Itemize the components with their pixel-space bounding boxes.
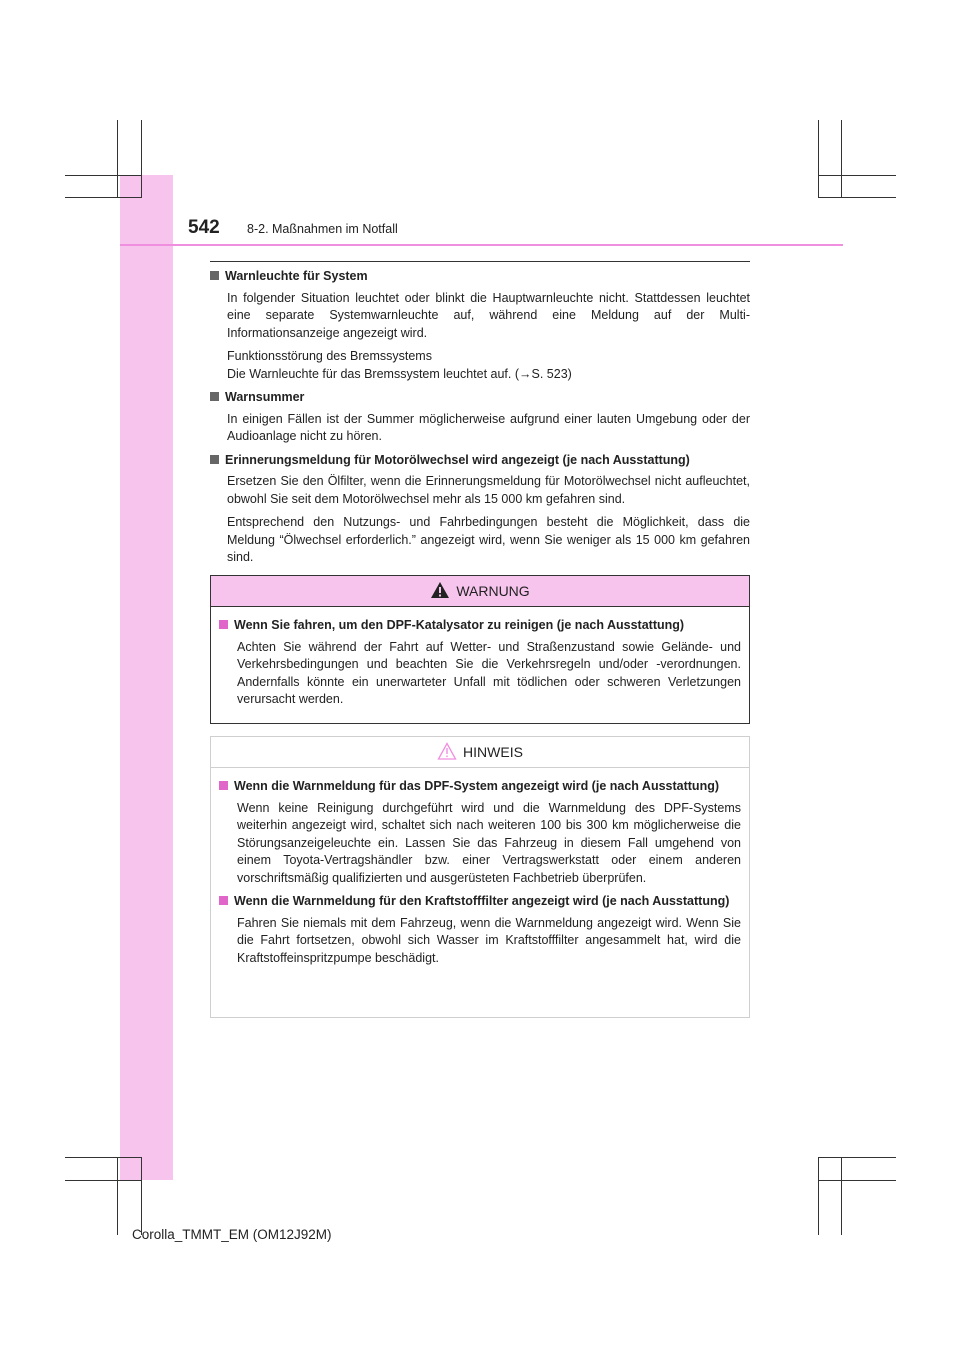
paragraph: Ersetzen Sie den Ölfilter, wenn die Erinnerungsmeldung für Motorölwechsel nicht aufleuchtet, obwohl Sie seit dem Motorölwechsel mehr als 15 000 km gefahren sind.	[227, 474, 750, 506]
warning-header	[211, 576, 749, 607]
content-top-rule	[210, 261, 750, 262]
section-warning-buzzer	[210, 389, 750, 446]
paragraph: Funktionsstörung des Bremssystems	[227, 349, 432, 363]
warning-body	[211, 607, 749, 709]
paragraph: Die Warnleuchte für das Bremssystem leuchtet auf. (→S. 523)	[227, 366, 572, 381]
section-oil-change-reminder	[210, 452, 750, 567]
section-title: Warnsummer	[225, 390, 305, 404]
square-bullet-icon	[219, 896, 228, 905]
footer-doc-id: Corolla_TMMT_EM (OM12J92M)	[132, 1227, 332, 1242]
paragraph: In einigen Fällen ist der Summer möglicherweise aufgrund einer lauten Umgebung oder der Audioanlage nicht zu hören.	[227, 411, 750, 443]
notice-item-text: Fahren Sie niemals mit dem Fahrzeug, wenn die Warnmeldung angezeigt wird. Wenn Sie die Fahrt fortsetzen, obwohl sich Wasser im Kraftstofffilter angesammelt hat, wird die Kraftstoffeinspritzpumpe beschädigt.	[237, 915, 741, 965]
notice-body	[211, 768, 749, 967]
section-system-warning-light	[210, 268, 750, 383]
square-bullet-icon	[210, 455, 219, 464]
square-bullet-icon	[219, 620, 228, 629]
square-bullet-icon	[219, 781, 228, 790]
warning-box	[210, 575, 750, 724]
main-content	[210, 268, 750, 573]
notice-label: HINWEIS	[463, 744, 523, 760]
notice-item-title: Wenn die Warnmeldung für den Kraftstofffilter angezeigt wird (je nach Ausstattung)	[234, 894, 730, 908]
notice-header	[211, 737, 749, 768]
side-tab-bar	[120, 175, 173, 1180]
paragraph: Entsprechend den Nutzungs- und Fahrbedingungen besteht die Möglichkeit, dass die Meldung “Ölwechsel erforderlich.” angezeigt wird, wenn Sie weniger als 15 000 km gefahren sind.	[227, 515, 750, 564]
warning-text: Achten Sie während der Fahrt auf Wetter- und Straßenzustand sowie Gelände- und Verkehrsbedingungen und beachten Sie die Verkehrsregeln und/oder -verordnungen. Andernfalls könnte ein unerwarteter Unfall mit tödlichen oder schweren Verletzungen verursacht werden.	[237, 639, 741, 706]
square-bullet-icon	[210, 271, 219, 280]
warning-label: WARNUNG	[456, 583, 530, 599]
header-rule	[120, 244, 843, 246]
caution-triangle-icon	[437, 740, 457, 770]
notice-box	[210, 736, 750, 1018]
section-title: Warnleuchte für System	[225, 269, 368, 283]
section-title: Erinnerungsmeldung für Motorölwechsel wird angezeigt (je nach Ausstattung)	[225, 452, 690, 467]
warning-triangle-icon	[430, 579, 450, 609]
square-bullet-icon	[210, 392, 219, 401]
notice-item-text: Wenn keine Reinigung durchgeführt wird und die Warnmeldung des DPF-Systems weiterhin angezeigt wird, schaltet sich nach weiteren 100 bis 300 km möglicherweise die Störungsanzeigeleuchte ein. Lassen Sie das Fahrzeug in diesem Fall umgehend von einem Toyota-Vertragshändler bzw. einer Vertragswerkstatt oder einem anderen vorschriftsmäßig qualifizierten und ausgerüsteten Fachbetrieb überprüfen.	[237, 800, 741, 885]
warning-title: Wenn Sie fahren, um den DPF-Katalysator zu reinigen (je nach Ausstattung)	[234, 618, 685, 632]
paragraph: In folgender Situation leuchtet oder blinkt die Hauptwarnleuchte nicht. Stattdessen leuchtet eine separate Systemwarnleuchte auf, während eine Meldung auf der Multi-Informationsanzeige angezeigt wird.	[227, 290, 750, 340]
page-number: 542	[188, 217, 220, 238]
notice-item-title: Wenn die Warnmeldung für das DPF-System angezeigt wird (je nach Ausstattung)	[234, 779, 720, 793]
chapter-title: 8-2. Maßnahmen im Notfall	[247, 222, 398, 236]
